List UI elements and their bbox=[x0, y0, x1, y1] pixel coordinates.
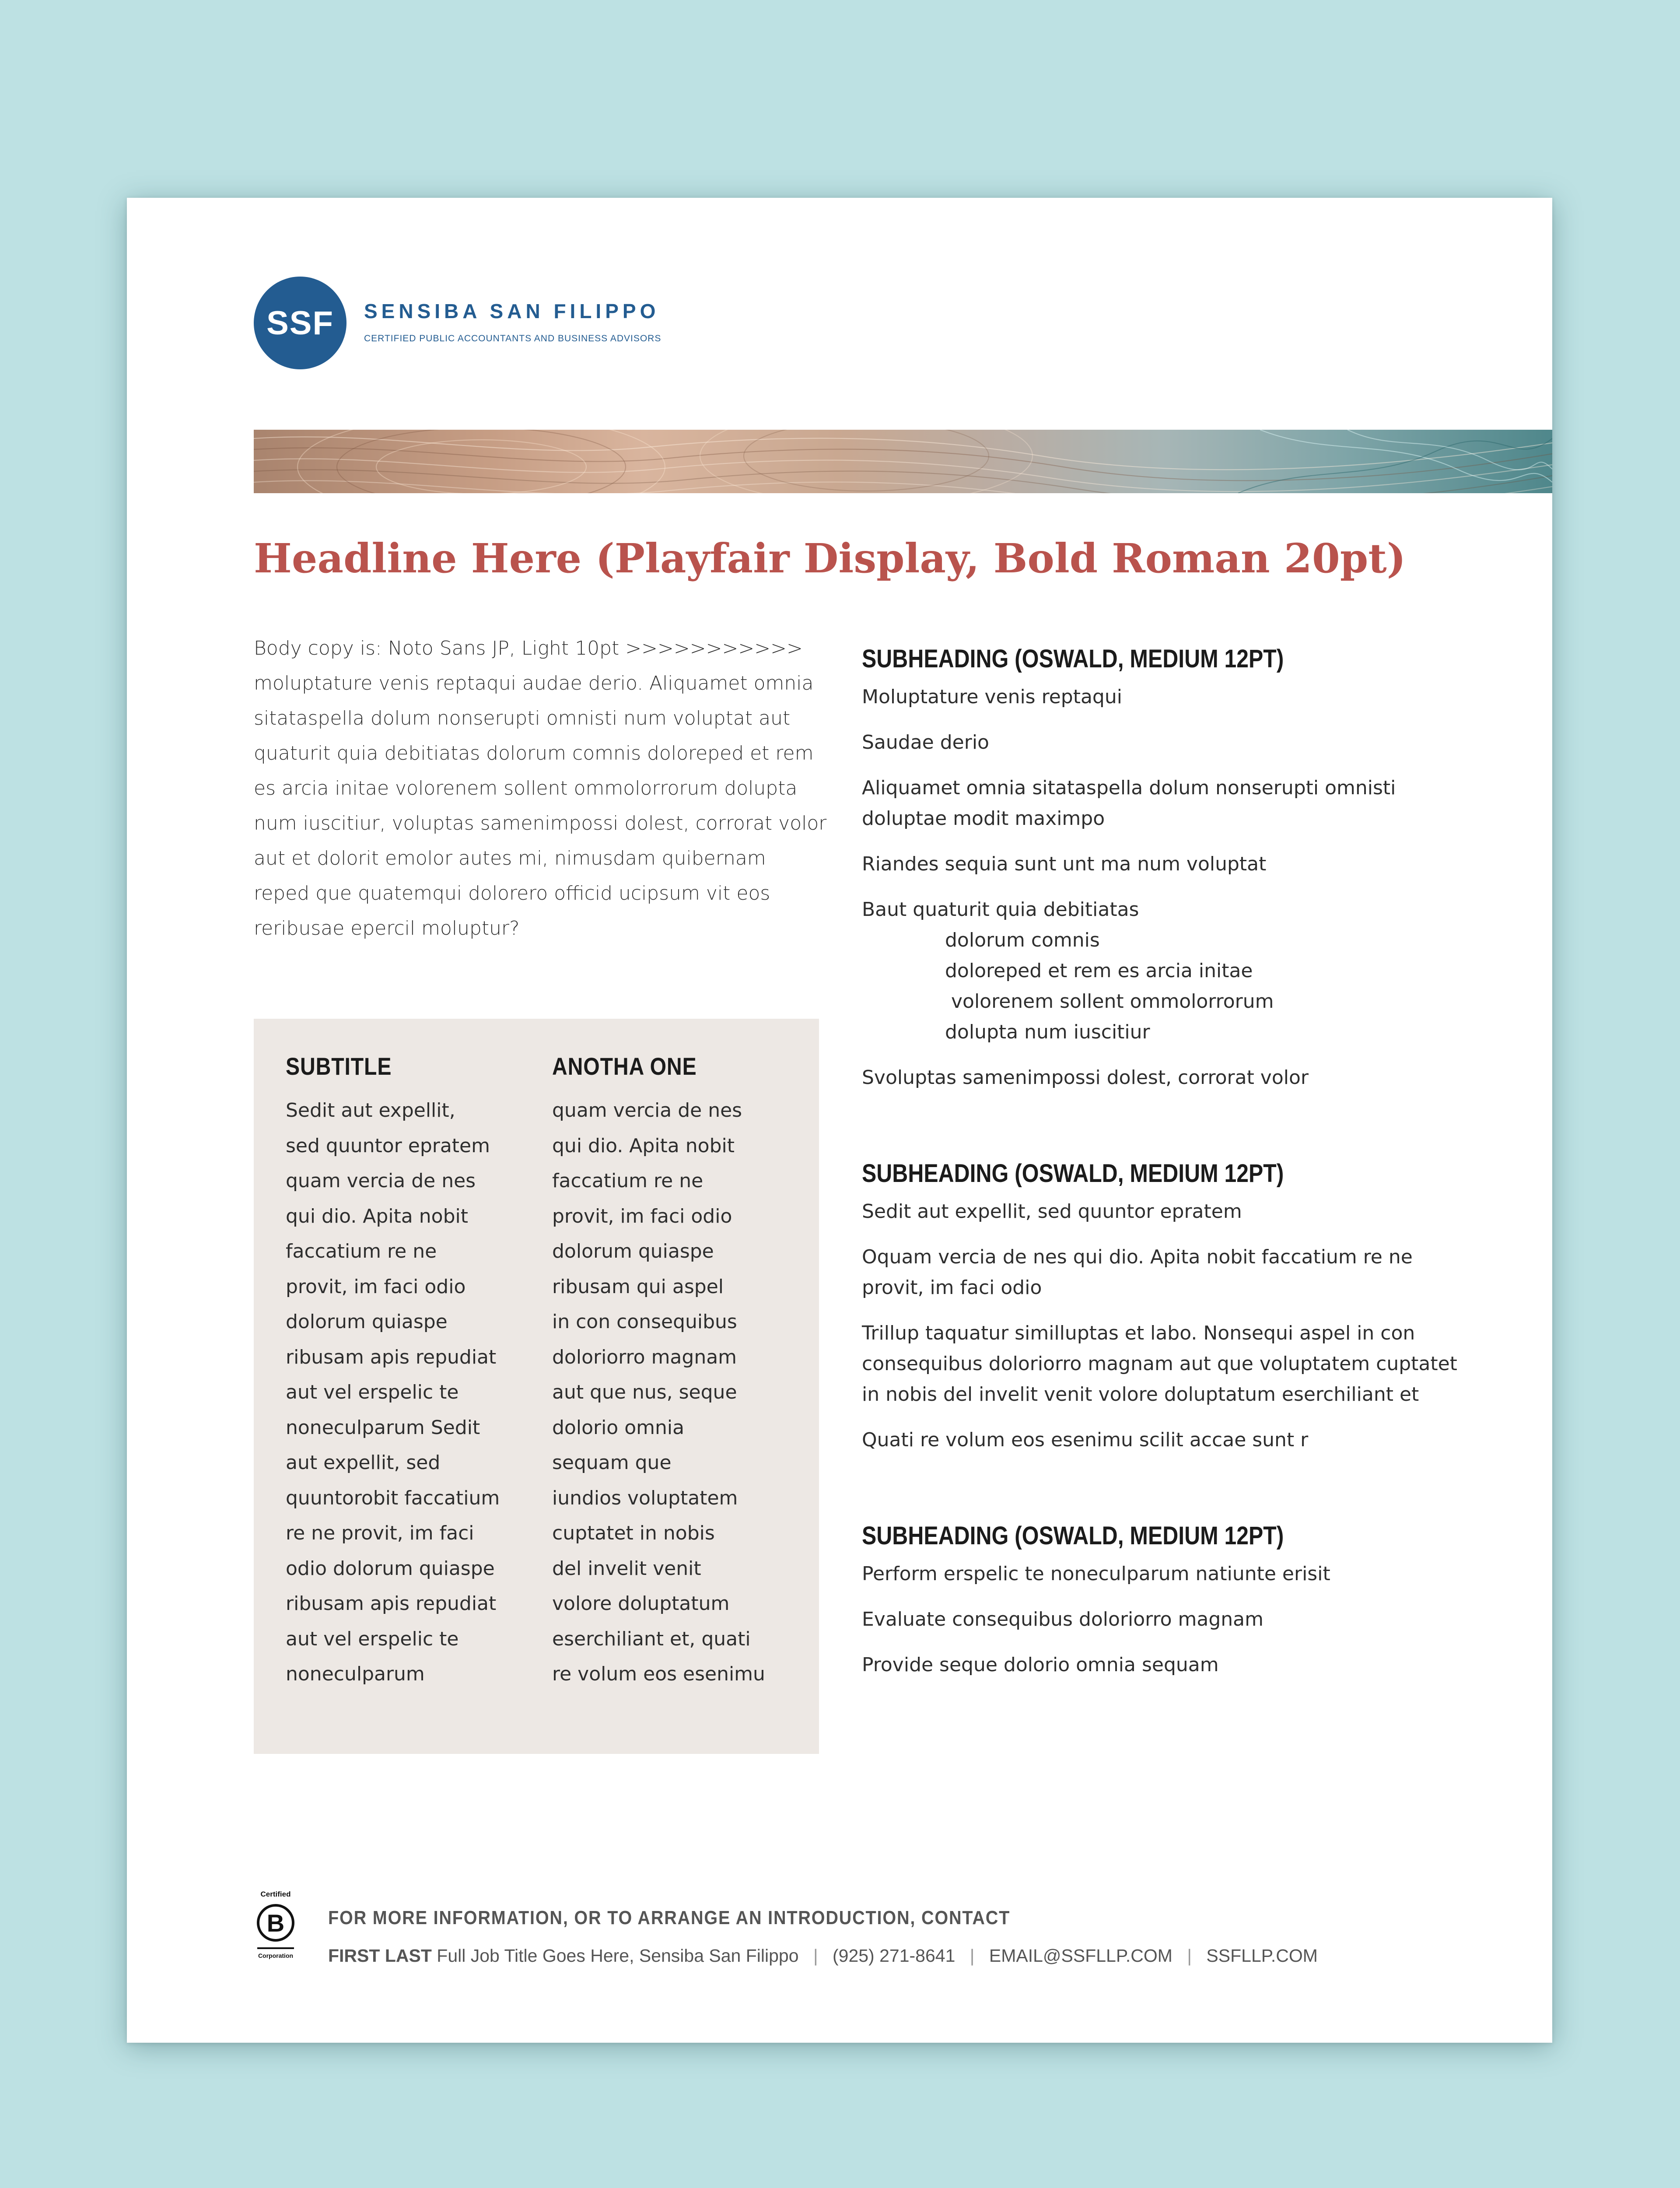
text-line: ribusam apis repudiat bbox=[286, 1592, 497, 1615]
decorative-banner bbox=[254, 430, 1552, 493]
text-line: ribusam qui aspel bbox=[552, 1275, 724, 1298]
text-line: noneculparum Sedit bbox=[286, 1416, 480, 1439]
section-paragraph: Sedit aut expellit, sed quuntor epratem bbox=[862, 1200, 1242, 1223]
bcorp-bottom-text: Corporation bbox=[258, 1952, 294, 1959]
text-line: dolorio omnia bbox=[552, 1416, 685, 1439]
section-paragraph: Perform erspelic te noneculparum natiunte erisit bbox=[862, 1563, 1330, 1585]
box-col1-title: SUBTITLE bbox=[286, 1052, 392, 1080]
indented-line: volorenem sollent ommolorrorum bbox=[945, 990, 1274, 1013]
logo-tagline: CERTIFIED PUBLIC ACCOUNTANTS AND BUSINESS ADVISORS bbox=[364, 333, 662, 344]
section-paragraph: Baut quaturit quia debitiatas bbox=[862, 898, 1139, 921]
text-line: quam vercia de nes bbox=[286, 1170, 476, 1192]
text-line: quam vercia de nes bbox=[552, 1099, 742, 1122]
section-paragraph: Trillup taquatur similluptas et labo. Nonsequi aspel in con consequibus doloriorro magnam aut que voluptatem cuptatet in nobis del invelit venit volore doluptatum eserchiliant et bbox=[862, 1322, 1457, 1406]
text-line: qui dio. Apita nobit bbox=[286, 1205, 468, 1227]
text-line: faccatium re ne bbox=[286, 1240, 437, 1262]
right-column bbox=[862, 644, 1466, 1680]
contact-title: Full Job Title Goes Here, Sensiba San Filippo bbox=[437, 1946, 799, 1966]
text-line: Sedit aut expellit, bbox=[286, 1099, 455, 1122]
logo-badge: SSF bbox=[254, 277, 346, 369]
logo-company-name: SENSIBA SAN FILIPPO bbox=[364, 300, 660, 323]
section-paragraph: Quati re volum eos esenimu scilit accae sunt r bbox=[862, 1429, 1309, 1451]
section-paragraph: Evaluate consequibus doloriorro magnam bbox=[862, 1608, 1264, 1630]
footer-cta: FOR MORE INFORMATION, OR TO ARRANGE AN INTRODUCTION, CONTACT bbox=[328, 1907, 1011, 1929]
subtitle-box bbox=[254, 1019, 819, 1754]
text-line: volore doluptatum bbox=[552, 1592, 730, 1615]
text-line: dolorum quiaspe bbox=[552, 1240, 714, 1262]
text-line: provit, im faci odio bbox=[286, 1275, 466, 1298]
contact-email[interactable]: EMAIL@SSFLLP.COM bbox=[989, 1946, 1172, 1966]
section-paragraph: Provide seque dolorio omnia sequam bbox=[862, 1654, 1219, 1676]
b-corp-logo bbox=[254, 1887, 298, 1966]
box-col2-title: ANOTHA ONE bbox=[552, 1052, 697, 1080]
text-line: re volum eos esenimu bbox=[552, 1663, 765, 1685]
section-1 bbox=[862, 644, 1466, 1093]
text-line: sed quuntor epratem bbox=[286, 1134, 490, 1157]
section-paragraph: Aliquamet omnia sitataspella dolum nonserupti omnisti doluptae modit maximpo bbox=[862, 777, 1396, 830]
separator: | bbox=[1187, 1946, 1192, 1966]
text-line: aut vel erspelic te bbox=[286, 1627, 459, 1650]
text-line: doloriorro magnam bbox=[552, 1346, 737, 1368]
section-2 bbox=[862, 1159, 1466, 1455]
body-copy: Body copy is: Noto Sans JP, Light 10pt >>>>>>>>>>> moluptature venis reptaqui audae derio. Aliquamet omnia sitataspella dolum nonserupti omnisti num voluptat aut quaturit quia debitiatas dolorum comnis doloreped et rem es arcia initae volorenem sollent ommolorrorum dolupta num iuscitiur, voluptas samenimpossi dolest, corrorat volor aut et dolorit emolor autes mi, nimusdam quibernam reped que quatemqui dolorero officid ucipsum vit eos reribusae epercil moluptur? bbox=[254, 637, 827, 940]
indented-list bbox=[862, 925, 1466, 1048]
text-line: qui dio. Apita nobit bbox=[552, 1134, 735, 1157]
footer bbox=[254, 1887, 1522, 1974]
text-line: aut expellit, sed bbox=[286, 1452, 441, 1474]
section-paragraph: Riandes sequia sunt unt ma num voluptat bbox=[862, 853, 1267, 875]
document-page bbox=[127, 198, 1552, 2043]
text-line: in con consequibus bbox=[552, 1311, 737, 1333]
text-line: aut que nus, seque bbox=[552, 1381, 737, 1403]
bcorp-letter: B bbox=[266, 1909, 285, 1937]
section-heading: SUBHEADING (OSWALD, MEDIUM 12PT) bbox=[862, 1159, 1284, 1188]
company-logo bbox=[254, 277, 735, 377]
footer-contact-line bbox=[328, 1946, 1318, 1966]
text-line: quuntorobit faccatium bbox=[286, 1487, 500, 1509]
section-3 bbox=[862, 1521, 1466, 1680]
text-line: odio dolorum quiaspe bbox=[286, 1557, 495, 1580]
section-paragraph: Svoluptas samenimpossi dolest, corrorat volor bbox=[862, 1066, 1309, 1089]
text-line: aut vel erspelic te bbox=[286, 1381, 459, 1403]
text-line: faccatium re ne bbox=[552, 1170, 704, 1192]
text-line: provit, im faci odio bbox=[552, 1205, 732, 1227]
text-line: del invelit venit bbox=[552, 1557, 701, 1580]
text-line: cuptatet in nobis bbox=[552, 1522, 715, 1544]
section-paragraph: Moluptature venis reptaqui bbox=[862, 686, 1122, 708]
text-line: noneculparum bbox=[286, 1663, 425, 1685]
bcorp-top-text: Certified bbox=[260, 1890, 291, 1898]
section-paragraph: Oquam vercia de nes qui dio. Apita nobit faccatium re ne provit, im faci odio bbox=[862, 1246, 1413, 1299]
contact-phone[interactable]: (925) 271-8641 bbox=[833, 1946, 956, 1966]
separator: | bbox=[813, 1946, 818, 1966]
headline: Headline Here (Playfair Display, Bold Roman 20pt) bbox=[254, 535, 1406, 582]
indented-line: doloreped et rem es arcia initae bbox=[945, 960, 1253, 982]
contact-name: FIRST LAST bbox=[328, 1946, 432, 1966]
text-line: dolorum quiaspe bbox=[286, 1311, 448, 1333]
text-line: re ne provit, im faci bbox=[286, 1522, 474, 1544]
separator: | bbox=[970, 1946, 975, 1966]
section-heading: SUBHEADING (OSWALD, MEDIUM 12PT) bbox=[862, 1522, 1284, 1550]
text-line: sequam que bbox=[552, 1452, 672, 1474]
box-col2-text bbox=[552, 1093, 797, 1692]
contact-website[interactable]: SSFLLP.COM bbox=[1206, 1946, 1318, 1966]
section-paragraph: Saudae derio bbox=[862, 731, 989, 754]
indented-line: dolorum comnis bbox=[945, 929, 1100, 951]
indented-line: dolupta num iuscitiur bbox=[945, 1021, 1150, 1043]
text-line: eserchiliant et, quati bbox=[552, 1627, 751, 1650]
section-heading: SUBHEADING (OSWALD, MEDIUM 12PT) bbox=[862, 645, 1284, 673]
box-col1-text bbox=[286, 1093, 531, 1692]
text-line: iundios voluptatem bbox=[552, 1487, 738, 1509]
text-line: ribusam apis repudiat bbox=[286, 1346, 497, 1368]
